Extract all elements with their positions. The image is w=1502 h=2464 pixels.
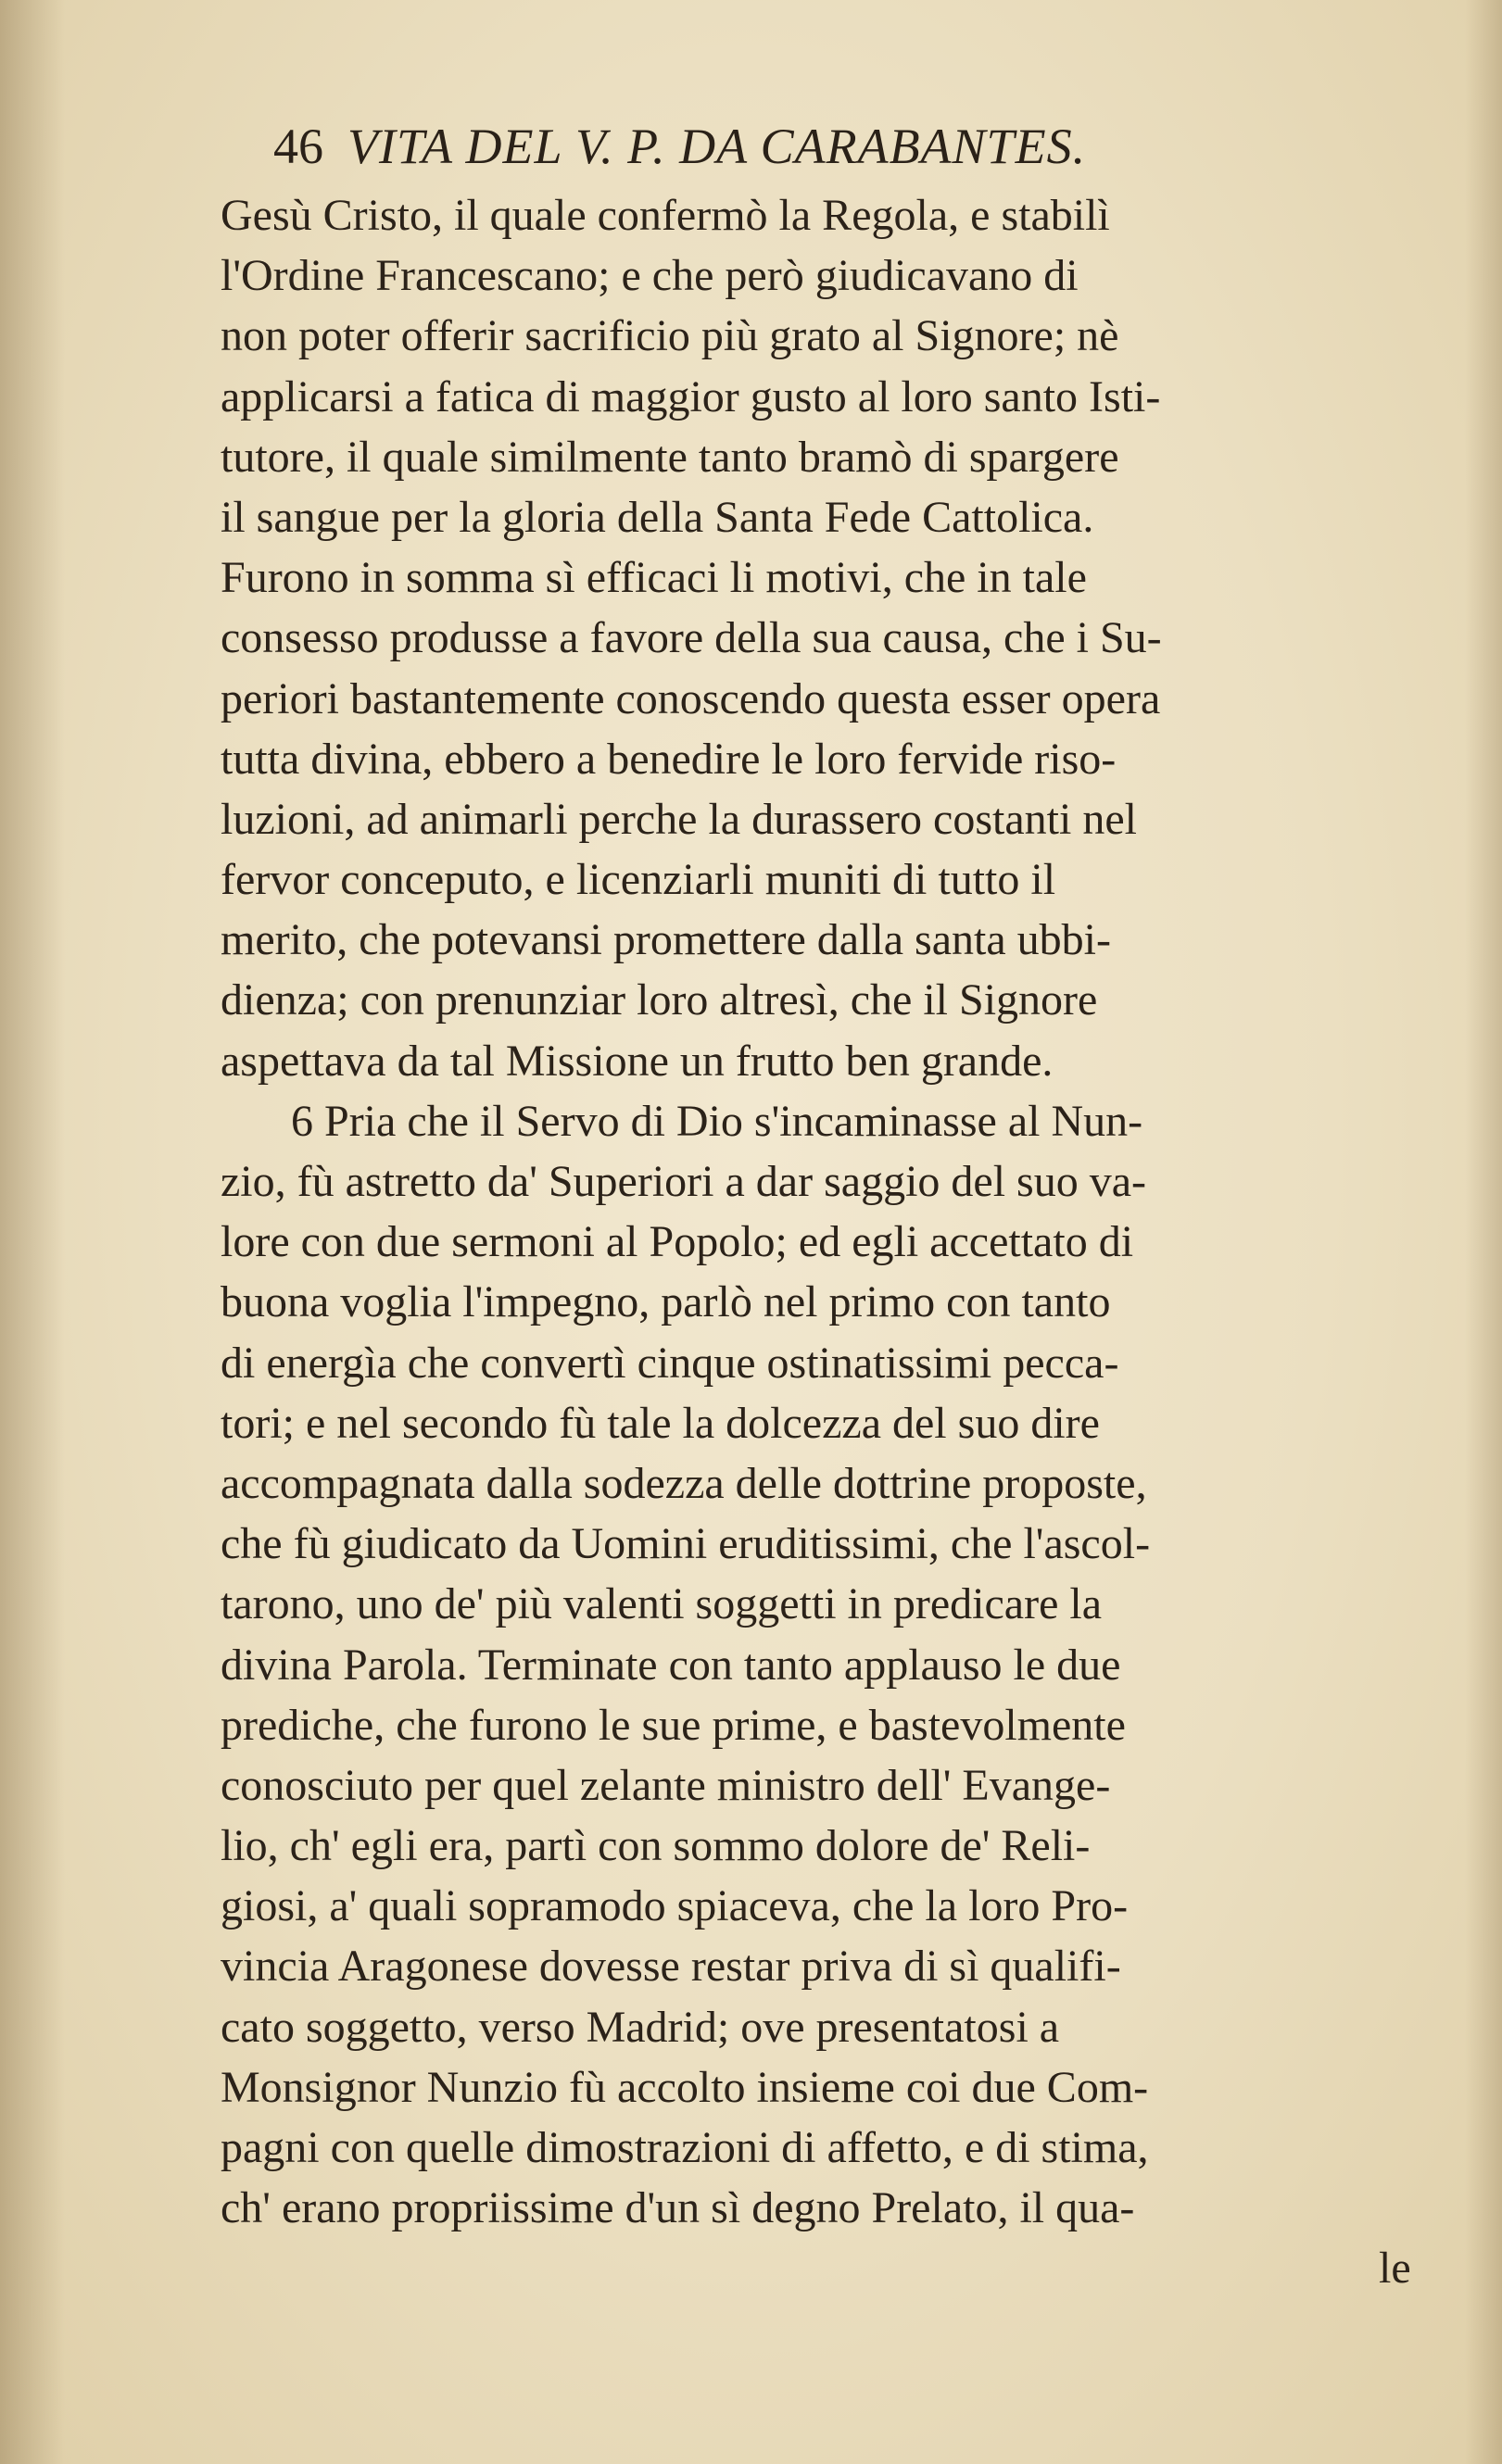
paragraph-start-line: 6 Pria che il Servo di Dio s'incaminasse al Nun-: [291, 1096, 1143, 1146]
text-line: aspettava da tal Missione un frutto ben grande.: [221, 1036, 1054, 1086]
text-line: merito, che potevansi promettere dalla santa ubbi-: [221, 915, 1111, 965]
text-line: lio, ch' egli era, partì con sommo dolore de' Reli-: [221, 1821, 1091, 1871]
text-line: di energìa che convertì cinque ostinatissimi pecca-: [221, 1338, 1119, 1388]
text-line: conosciuto per quel zelante ministro dell' Evange-: [221, 1760, 1111, 1810]
text-line: pagni con quelle dimostrazioni di affetto, e di stima,: [221, 2123, 1149, 2172]
text-line: vincia Aragonese dovesse restar priva di sì qualifi-: [221, 1942, 1121, 1992]
text-line: accompagnata dalla sodezza delle dottrine proposte,: [221, 1458, 1147, 1508]
text-line: divina Parola. Terminate con tanto applauso le due: [221, 1640, 1121, 1690]
catchword: le: [1379, 2244, 1411, 2294]
running-title: VITA DEL V. P. DA CARABANTES.: [347, 119, 1087, 174]
text-line: applicarsi a fatica di maggior gusto al loro santo Isti-: [221, 371, 1161, 421]
running-head: [273, 119, 1441, 174]
text-line: tutta divina, ebbero a benedire le loro fervide riso-: [221, 734, 1117, 784]
text-line: Gesù Cristo, il quale confermò la Regola, e stabilì: [221, 191, 1110, 240]
text-line: buona voglia l'impegno, parlò nel primo con tanto: [221, 1277, 1111, 1327]
text-line: cato soggetto, verso Madrid; ove presentatosi a: [221, 2002, 1060, 2052]
text-line: non poter offerir sacrificio più grato al Signore; nè: [221, 311, 1119, 361]
text-line: tori; e nel secondo fù tale la dolcezza del suo dire: [221, 1398, 1100, 1448]
page-number: 46: [273, 119, 323, 174]
text-line: lore con due sermoni al Popolo; ed egli accettato di: [221, 1217, 1134, 1267]
text-line: Furono in somma sì efficaci li motivi, che in tale: [221, 553, 1087, 603]
text-line: dienza; con prenunziar loro altresì, che il Signore: [221, 975, 1098, 1025]
text-line: ch' erano propriissime d'un sì degno Prelato, il qua-: [221, 2183, 1135, 2233]
text-line: tarono, uno de' più valenti soggetti in predicare la: [221, 1579, 1103, 1629]
text-line: giosi, a' quali sopramodo spiaceva, che la loro Pro-: [221, 1881, 1129, 1931]
text-line: il sangue per la gloria della Santa Fede Cattolica.: [221, 492, 1094, 542]
text-line: tutore, il quale similmente tanto bramò di spargere: [221, 432, 1119, 482]
text-line: zio, fù astretto da' Superiori a dar saggio del suo va-: [221, 1157, 1147, 1206]
text-line: che fù giudicato da Uomini eruditissimi, che l'ascol-: [221, 1519, 1151, 1569]
text-line: prediche, che furono le sue prime, e bastevolmente: [221, 1700, 1126, 1750]
text-line: luzioni, ad animarli perche la durassero costanti nel: [221, 794, 1137, 844]
text-line: fervor conceputo, e licenziarli muniti di tutto il: [221, 855, 1056, 905]
spine-shadow: [0, 0, 65, 2464]
text-line: Monsignor Nunzio fù accolto insieme coi due Com-: [221, 2062, 1149, 2112]
text-line: consesso produsse a favore della sua causa, che i Su-: [221, 613, 1162, 663]
body-text: [221, 185, 1485, 2299]
text-line: periori bastantemente conoscendo questa esser opera: [221, 673, 1161, 723]
text-line: l'Ordine Francescano; e che però giudicavano di: [221, 251, 1079, 301]
